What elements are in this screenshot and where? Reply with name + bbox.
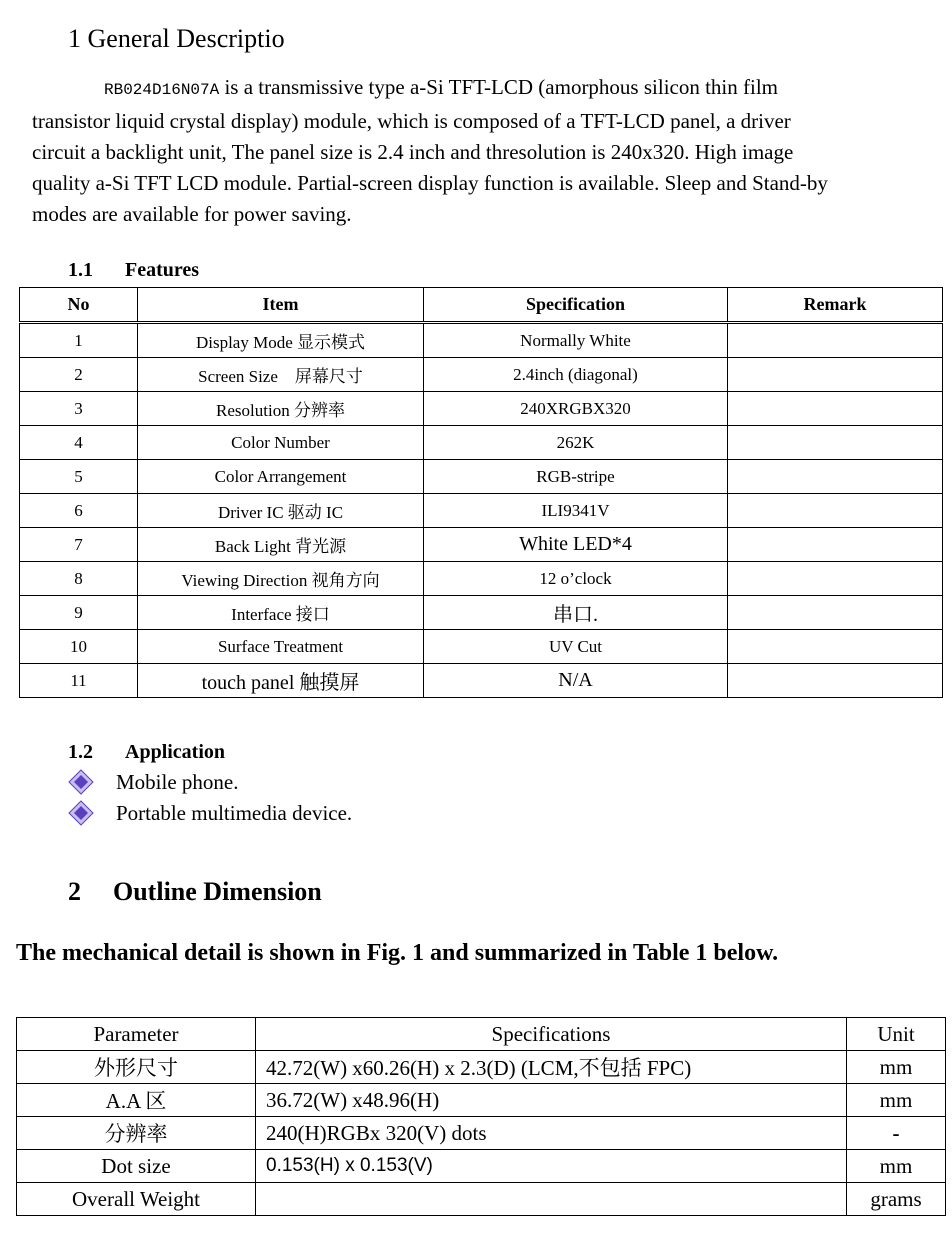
cell-item: Color Number [138, 426, 424, 460]
cell-no: 10 [20, 630, 138, 664]
application-item-text: Portable multimedia device. [116, 800, 353, 825]
cell-spec: 240XRGBX320 [424, 392, 728, 426]
diamond-bullet-icon [68, 800, 94, 826]
cell-no: 1 [20, 323, 138, 358]
diamond-bullet-icon [68, 769, 94, 795]
cell-item: Resolution 分辨率 [138, 392, 424, 426]
cell-unit: grams [847, 1183, 946, 1216]
cell-specifications: 36.72(W) x48.96(H) [256, 1084, 847, 1117]
cell-spec: ILI9341V [424, 494, 728, 528]
cell-unit: mm [847, 1150, 946, 1183]
table-row [20, 528, 943, 562]
table-row [20, 596, 943, 630]
table-row [20, 630, 943, 664]
cell-no: 5 [20, 460, 138, 494]
cell-remark [728, 323, 943, 358]
features-header-row [20, 288, 943, 323]
cell-item: Display Mode 显示模式 [138, 323, 424, 358]
cell-remark [728, 596, 943, 630]
table-row [20, 323, 943, 358]
intro-paragraph [32, 72, 944, 230]
cell-item: touch panel 触摸屏 [138, 664, 424, 698]
cell-no: 2 [20, 358, 138, 392]
section-2-title-text: Outline Dimension [113, 877, 322, 906]
cell-specifications: 42.72(W) x60.26(H) x 2.3(D) (LCM,不包括 FPC) [256, 1051, 847, 1084]
header-no: No [20, 288, 138, 323]
cell-spec: 12 o’clock [424, 562, 728, 596]
intro-line-2: transistor liquid crystal display) module, which is composed of a TFT-LCD panel, a driver [32, 109, 791, 133]
table-row [17, 1117, 946, 1150]
cell-parameter: Dot size [17, 1150, 256, 1183]
cell-spec: 串口. [424, 596, 728, 630]
cell-spec: 2.4inch (diagonal) [424, 358, 728, 392]
dimensions-header-row [17, 1018, 946, 1051]
cell-remark [728, 494, 943, 528]
application-number: 1.2 [68, 741, 93, 763]
features-table [19, 287, 943, 698]
dimensions-table [16, 1017, 946, 1216]
table-row [17, 1183, 946, 1216]
cell-remark [728, 630, 943, 664]
table-row [17, 1051, 946, 1084]
list-item [68, 800, 352, 826]
mechanical-note: The mechanical detail is shown in Fig. 1 and summarized in Table 1 below. [16, 940, 779, 966]
cell-item: Surface Treatment [138, 630, 424, 664]
table-row [20, 392, 943, 426]
features-number: 1.1 [68, 259, 93, 281]
model-number: RB024D16N07A [104, 81, 220, 99]
cell-item: Back Light 背光源 [138, 528, 424, 562]
section-1-title: 1 General Descriptio [68, 24, 285, 53]
cell-spec: White LED*4 [424, 528, 728, 562]
cell-remark [728, 426, 943, 460]
table-row [20, 358, 943, 392]
intro-line-5: modes are available for power saving. [32, 202, 352, 226]
features-title: Features [125, 259, 200, 281]
intro-line-3: circuit a backlight unit, The panel size is 2.4 inch and thresolution is 240x320. High image [32, 140, 794, 164]
section-2-title [68, 877, 322, 907]
list-item [68, 769, 238, 795]
cell-item: Color Arrangement [138, 460, 424, 494]
table-row [20, 494, 943, 528]
table-row [20, 460, 943, 494]
cell-remark [728, 562, 943, 596]
cell-unit: mm [847, 1084, 946, 1117]
intro-line-4: quality a-Si TFT LCD module. Partial-screen display function is available. Sleep and Stand-by [32, 171, 828, 195]
cell-remark [728, 392, 943, 426]
cell-item: Interface 接口 [138, 596, 424, 630]
cell-remark [728, 460, 943, 494]
cell-item: Screen Size 屏幕尺寸 [138, 358, 424, 392]
cell-specifications: 0.153(H) x 0.153(V) [256, 1150, 847, 1183]
table-row [20, 664, 943, 698]
intro-line-1: is a transmissive type a-Si TFT-LCD (amorphous silicon thin film [219, 75, 779, 99]
application-item-text: Mobile phone. [116, 769, 239, 794]
cell-remark [728, 358, 943, 392]
section-2-number: 2 [68, 877, 81, 906]
header-specifications: Specifications [256, 1018, 847, 1051]
cell-spec: N/A [424, 664, 728, 698]
cell-no: 9 [20, 596, 138, 630]
cell-parameter: A.A 区 [17, 1084, 256, 1117]
table-row [20, 426, 943, 460]
header-unit: Unit [847, 1018, 946, 1051]
cell-parameter: 外形尺寸 [17, 1051, 256, 1084]
cell-spec: Normally White [424, 323, 728, 358]
header-parameter: Parameter [17, 1018, 256, 1051]
features-heading [68, 259, 199, 282]
cell-item: Viewing Direction 视角方向 [138, 562, 424, 596]
header-item: Item [138, 288, 424, 323]
table-row [17, 1150, 946, 1183]
cell-remark [728, 664, 943, 698]
cell-unit: mm [847, 1051, 946, 1084]
cell-no: 7 [20, 528, 138, 562]
cell-no: 3 [20, 392, 138, 426]
cell-spec: 262K [424, 426, 728, 460]
header-spec: Specification [424, 288, 728, 323]
application-heading [68, 741, 225, 764]
cell-spec: RGB-stripe [424, 460, 728, 494]
cell-specifications: 240(H)RGBx 320(V) dots [256, 1117, 847, 1150]
table-row [20, 562, 943, 596]
cell-parameter: 分辨率 [17, 1117, 256, 1150]
table-row [17, 1084, 946, 1117]
cell-no: 6 [20, 494, 138, 528]
cell-no: 11 [20, 664, 138, 698]
application-title: Application [125, 741, 226, 763]
cell-specifications [256, 1183, 847, 1216]
cell-unit: - [847, 1117, 946, 1150]
cell-spec: UV Cut [424, 630, 728, 664]
cell-no: 4 [20, 426, 138, 460]
header-remark: Remark [728, 288, 943, 323]
cell-remark [728, 528, 943, 562]
cell-item: Driver IC 驱动 IC [138, 494, 424, 528]
cell-no: 8 [20, 562, 138, 596]
cell-parameter: Overall Weight [17, 1183, 256, 1216]
